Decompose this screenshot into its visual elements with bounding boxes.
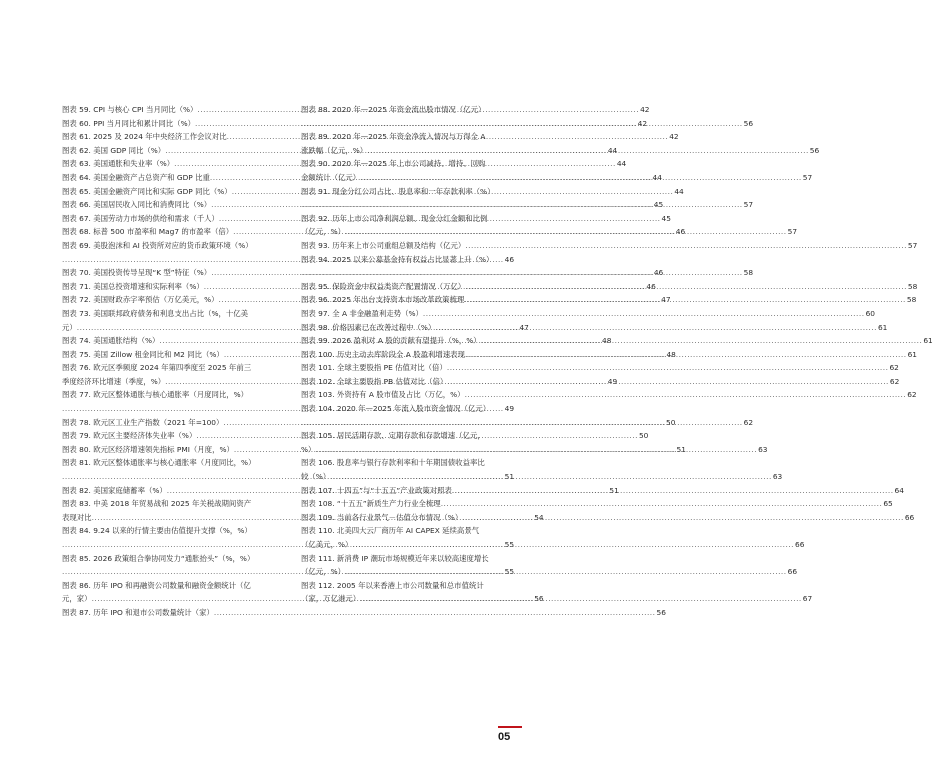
leader-dots (465, 239, 907, 253)
toc-entry[interactable] (62, 266, 664, 280)
toc-entry-page: 58 (907, 281, 918, 291)
leader-dots (481, 334, 923, 348)
toc-entry-title-continued: 较（%） (301, 472, 331, 482)
toc-entry-page: 62 (907, 390, 917, 400)
toc-entry[interactable] (301, 361, 899, 375)
toc-entry-page: 44 (616, 159, 627, 169)
leader-dots (330, 470, 772, 484)
toc-entry-title: 图表 94. 2025 以来公募基金持有权益占比显著上升（%） (301, 254, 494, 264)
toc-entry-page: 56 (809, 145, 820, 155)
leader-dots (345, 565, 787, 579)
toc-entry-title: 图表 87. 历年 IPO 和退市公司数量统计（家） (62, 607, 214, 617)
toc-entry-title: 图表 79. 欧元区主要经济体失业率（%） (62, 431, 197, 441)
toc-entry-page: 51 (609, 485, 619, 495)
toc-entry[interactable] (301, 388, 917, 402)
leader-dots (367, 144, 809, 158)
toc-entry[interactable] (62, 416, 676, 430)
toc-entry-title: 图表 70. 美国投资传导呈现“K 型”特征（%） (62, 268, 212, 278)
toc-entry-page: 48 (602, 336, 612, 346)
toc-entry-page: 64 (894, 485, 904, 495)
toc-entry[interactable] (62, 198, 664, 212)
leader-dots (447, 361, 889, 375)
toc-entry-title: 图表 65. 美国金融资产同比和实际 GDP 同比（%） (62, 186, 232, 196)
toc-entry-page: 63 (772, 472, 783, 482)
toc-entry-page: 56 (656, 607, 666, 617)
leader-dots (352, 538, 794, 552)
leader-dots (423, 307, 865, 321)
toc-entry-page: 49 (504, 404, 515, 414)
leader-dots (435, 321, 877, 335)
toc-entry-page: 42 (637, 118, 648, 128)
toc-entry-title: 图表 64. 美国金融资产占总资产和 GDP 比重 (62, 172, 210, 182)
toc-entry-page: 62 (743, 417, 754, 427)
toc-entry-title: 图表 108. “十五五”新质生产力行业全梳理 (301, 499, 441, 509)
toc-entry-page: 56 (534, 594, 544, 604)
toc-entry-title: 图表 59. CPI 与核心 CPI 当月同比（%） (62, 105, 198, 114)
toc-entry-title: 图表 111. 新消费 IP 潮玩市场规模近年来以较高速度增长 (301, 553, 489, 563)
toc-entry-title: 图表 66. 美国居民收入同比和消费同比（%） (62, 200, 212, 210)
toc-entry-page: 50 (666, 417, 676, 427)
toc-entry-page: 61 (877, 322, 888, 332)
toc-entry-page: 46 (646, 281, 656, 291)
toc-entry-title: 图表 60. PPI 当月同比和累计同比（%） (62, 118, 195, 128)
toc-entry-title: 图表 98. 价格因素已在改善过程中（%） (301, 322, 436, 332)
toc-entry-title: 图表 69. 美股泡沫和 AI 投资所对应的货币政策环境（%） (62, 240, 253, 250)
toc-entry-title: 图表 88. 2020 年—2025 年资金流出股市情况（亿元） (301, 105, 486, 114)
toc-entry-title: 图表 78. 欧元区工业生产指数（2021 年=100） (62, 417, 224, 427)
toc-entry-page: 57 (802, 172, 813, 182)
toc-entry-page: 45 (661, 213, 671, 223)
leader-dots (315, 443, 757, 457)
toc-entry-title: 图表 103. 外资持有 A 股市值及占比（万亿，%） (301, 390, 465, 400)
leader-dots (214, 606, 656, 620)
toc-entry-title: 图表 85. 2026 政策组合拳协同发力“通胀抬头”（%，%） (62, 553, 255, 563)
toc-entry-title-continued: （亿元，%） (301, 227, 345, 237)
leader-dots (464, 293, 906, 307)
toc-entry-page: 61 (923, 336, 933, 346)
leader-dots (360, 592, 802, 606)
toc-entry-title: 图表 93. 历年来上市公司重组总额及结构（亿元） (301, 240, 466, 250)
toc-entry-page: 44 (652, 172, 662, 182)
toc-entry-title: 图表 63. 美国通胀和失业率（%） (62, 159, 175, 169)
toc-entry-page: 50 (638, 431, 649, 441)
footer-accent-rule (498, 726, 522, 728)
toc-entry-title: 图表 89. 2020 年—2025 年资金净流入情况与万得全 A (301, 132, 486, 142)
toc-entry-title: 图表 104. 2020 年—2025 年流入股市资金情况（亿元） (301, 404, 491, 414)
toc-entry-page: 67 (802, 594, 813, 604)
toc-entry-title: 图表 110. 北美四大云厂商历年 AI CAPEX 延续高景气 (301, 526, 480, 536)
toc-entry[interactable] (301, 524, 805, 551)
toc-entry[interactable] (62, 443, 686, 457)
leader-dots (301, 198, 743, 212)
toc-entry-title: 图表 77. 欧元区整体通胀与核心通胀率（月度同比，%） (62, 390, 249, 400)
toc-entry-page: 46 (675, 227, 686, 237)
toc-entry-title: 图表 99. 2026 盈利对 A 股的贡献有望提升（%，%） (301, 336, 481, 346)
toc-entry-title-continued: 季度经济环比增速（季度，%） (62, 376, 166, 386)
toc-entry[interactable] (62, 606, 666, 620)
toc-entry-page: 58 (906, 295, 917, 305)
toc-entry-title: 图表 92. 历年上市公司净利润总额、现金分红金额和比例 (301, 213, 488, 223)
leader-dots (301, 266, 743, 280)
toc-entry-title: 图表 101. 全球主要股指 PE 估值对比（倍） (301, 363, 447, 373)
leader-dots (465, 348, 907, 362)
toc-entry-page: 58 (743, 268, 754, 278)
toc-entry-title: 图表 102. 全球主要股指 PB 估值对比（倍） (301, 376, 448, 386)
leader-dots (345, 225, 787, 239)
toc-entry-page: 42 (640, 105, 650, 114)
toc-entry-page: 57 (907, 240, 918, 250)
toc-entry-title: 图表 82. 美国家庭储蓄率（%） (62, 485, 167, 495)
toc-entry-title: 图表 80. 欧元区经济增速领先指标 PMI（月度，%） (62, 444, 234, 454)
leader-dots (447, 375, 889, 389)
toc-entry-page: 48 (666, 349, 676, 359)
toc-entry[interactable] (301, 239, 918, 253)
toc-entry[interactable] (301, 307, 875, 321)
toc-entry-page: 57 (743, 200, 754, 210)
toc-entry[interactable] (301, 497, 893, 511)
toc-entry-title-continued: 元） (62, 322, 77, 332)
toc-entry-page: 66 (904, 512, 915, 522)
toc-entry-page: 51 (676, 444, 686, 454)
toc-entry-title: 图表 73. 美国联邦政府债务和利息支出占比（%，十亿美 (62, 308, 249, 318)
toc-entry-page: 42 (669, 132, 679, 142)
toc-entry-title: 图表 62. 美国 GDP 同比（%） (62, 145, 166, 155)
toc-entry-title-continued: 涨跌幅（亿元，%） (301, 145, 368, 155)
toc-entry-title: 图表 95. 保险资金中权益类资产配置情况（万亿） (301, 281, 466, 291)
toc-entry-title: 图表 72. 美国财政赤字率预估（万亿美元，%） (62, 295, 219, 305)
toc-entry-title: 图表 97. 全 A 非金融盈利走势（%） (301, 308, 423, 318)
toc-entry-page: 66 (787, 567, 798, 577)
toc-entry-title: 图表 61. 2025 及 2024 年中央经济工作会议对比 (62, 132, 227, 142)
toc-entry-title: 图表 91. 现金分红公司占比、股息率和一年存款利率（%） (301, 186, 495, 196)
toc-entry-title: 图表 68. 标普 500 市盈率和 Mag7 的市盈率（倍） (62, 227, 234, 237)
toc-entry-page: 49 (607, 376, 618, 386)
leader-dots (465, 280, 907, 294)
toc-entry-title-continued: （亿美元，%） (301, 540, 353, 549)
toc-entry-title: 图表 90. 2020 年—2025 年上市公司减持、增持、回购 (301, 159, 486, 169)
toc-entry-title: 图表 75. 美国 Zillow 租金同比和 M2 同比（%） (62, 349, 224, 359)
leader-dots (452, 484, 894, 498)
toc-entry-page: 55 (504, 567, 515, 577)
toc-entry-page: 63 (758, 444, 768, 454)
toc-entry-title: 图表 112. 2005 年以来香港上市公司数量和总市值统计 (301, 580, 484, 590)
toc-entry-page: 47 (661, 295, 671, 305)
leader-dots (441, 497, 883, 511)
toc-entry-page: 57 (787, 227, 798, 237)
leader-dots (462, 511, 904, 525)
toc-entry-page: 44 (607, 145, 618, 155)
toc-entry-page: 60 (865, 308, 875, 318)
toc-entry-page: 62 (889, 363, 899, 373)
toc-entry[interactable] (301, 456, 783, 483)
toc-entry-title: 图表 109. 当前各行业景气－估值分布情况（%） (301, 512, 463, 522)
toc-entry-title: 图表 83. 中美 2018 年贸易战和 2025 年关税战期间资产 (62, 499, 252, 509)
toc-entry-title: 图表 107. 十四五”与“十五五”产业政策对照表 (301, 485, 452, 495)
leader-dots (360, 171, 802, 185)
toc-entry-page: 51 (504, 472, 515, 482)
leader-dots (301, 416, 743, 430)
toc-entry-title: 图表 76. 欧元区季频度 2024 年第四季度至 2025 年前三 (62, 363, 252, 373)
toc-entry-page: 46 (504, 254, 515, 264)
toc-entry-title-continued: 元，家） (62, 594, 92, 604)
toc-entry-page: 61 (907, 349, 917, 359)
toc-entry-title-continued: 金额统计（亿元） (301, 172, 361, 182)
toc-entry-page: 55 (504, 540, 515, 549)
toc-entry-title: 图表 71. 美国总投资增速和实际利率（%） (62, 281, 204, 291)
leader-dots (465, 388, 907, 402)
toc-entry-page: 66 (795, 540, 805, 549)
toc-entry-title: 图表 74. 美国通胀结构（%） (62, 336, 160, 346)
toc-entry[interactable] (62, 117, 648, 131)
toc-entry-title: 图表 81. 欧元区整体通胀率与核心通胀率（月度同比，%） (62, 458, 256, 468)
toc-entry-title: 图表 67. 美国劳动力市场的供给和需求（千人） (62, 213, 219, 223)
toc-entry[interactable] (301, 552, 798, 579)
toc-entry-page: 44 (674, 186, 684, 196)
toc-entry-title: 图表 106. 股息率与银行存款利率和十年期国债收益率比 (301, 458, 485, 468)
toc-entry-page: 62 (889, 376, 900, 386)
toc-entry-page: 46 (653, 268, 664, 278)
toc-entry-title: 图表 84. 9.24 以来的行情主要由估值提升支撑（%，%） (62, 526, 252, 536)
toc-entry-page: 45 (653, 200, 664, 210)
toc-entry-title: 图表 96. 2025 年出台支持资本市场改革政策梳理 (301, 295, 465, 305)
toc-entry-title: 图表 100. 历史主动去库阶段全 A 股盈利增速表现 (301, 349, 465, 359)
toc-entry-title: 图表 105. 居民活期存款、定期存款和存款增速（亿元， (301, 431, 485, 441)
toc-entry-title-continued: （亿元，%） (301, 567, 345, 577)
toc-entry-title-continued: 表现对比 (62, 512, 92, 522)
toc-entry-page: 47 (519, 322, 529, 332)
toc-entry-title: 图表 86. 历年 IPO 和再融资公司数量和融资金额统计（亿 (62, 580, 251, 590)
toc-entry-title-continued: （家，万亿港元） (301, 594, 361, 604)
toc-entry-title-continued: %） (301, 444, 316, 454)
leader-dots (301, 117, 743, 131)
toc-entry-page: 65 (883, 499, 893, 509)
toc-entry-page: 56 (743, 118, 754, 128)
toc-entry[interactable] (301, 321, 888, 335)
page-number: 05 (498, 731, 511, 743)
toc-entry-page: 54 (534, 512, 544, 522)
